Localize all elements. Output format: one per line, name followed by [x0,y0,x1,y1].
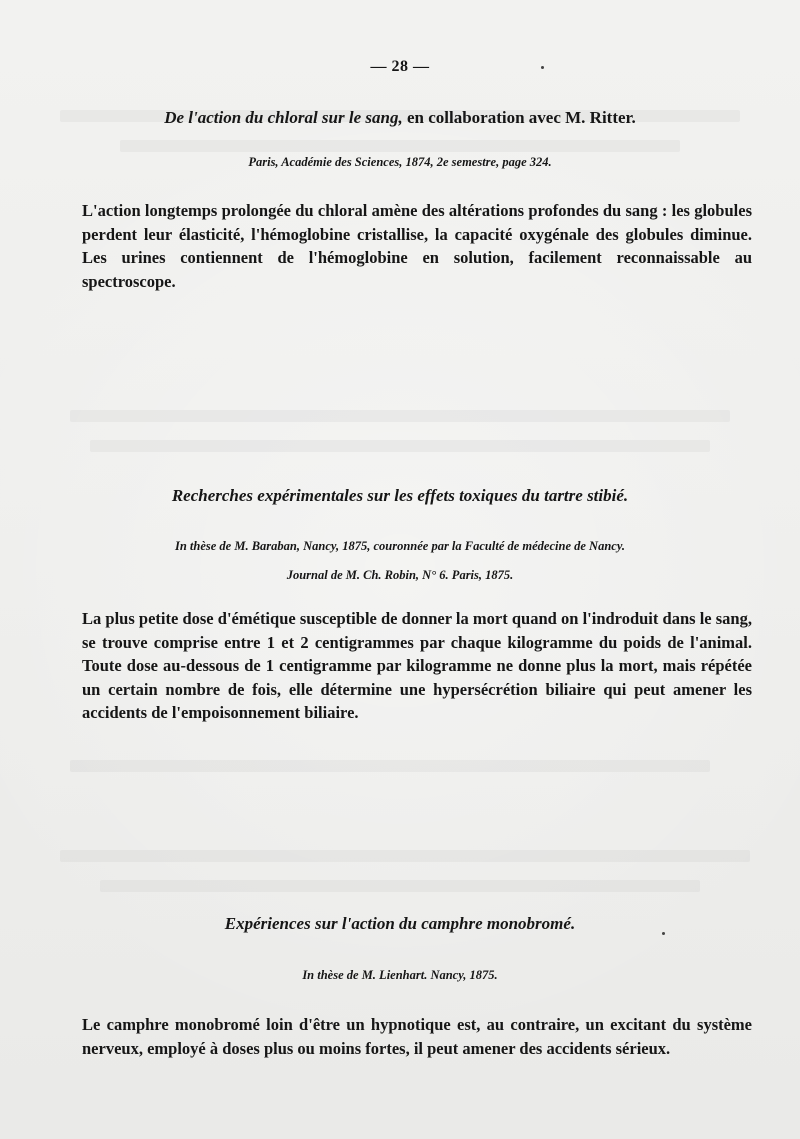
bleed-through-mark [70,760,710,772]
bleed-through-mark [100,880,700,892]
bleed-through-mark [120,140,680,152]
section-title [0,914,800,934]
bleed-through-mark [90,440,710,452]
section-body: La plus petite dose d'émétique susceptible de donner la mort quand on l'indroduit dans le sang, se trouve comprise entre 1 et 2 centigrammes par chaque kilogramme du poids de l'animal. Toute dose au-dessous de 1 centigramme par kilogramme ne donne plus la mort, mais répétée un certain nombre de fois, elle détermine une hypersécrétion biliaire qui peut amener les accidents de l'empoisonnement biliaire. [82,609,752,722]
section-title [0,108,800,128]
section-title-italic: Recherches expérimentales sur les effets toxiques du tartre stibié. [171,486,629,505]
section-title [0,486,800,506]
section-reference: Paris, Académie des Sciences, 1874, 2e semestre, page 324. [248,155,552,169]
bleed-through-mark [60,850,750,862]
section-title-italic: De l'action du chloral sur le sang, [164,108,403,127]
section-title-normal: en collaboration avec M. Ritter. [402,108,636,127]
page-number: — 28 — [370,58,430,75]
bleed-through-mark [70,410,730,422]
section-title-italic: Expériences sur l'action du camphre monobromé. [224,914,576,933]
section-reference: Journal de M. Ch. Robin, N° 6. Paris, 1875. [286,568,514,582]
section-body: Le camphre monobromé loin d'être un hypnotique est, au contraire, un excitant du système nerveux, employé à doses plus ou moins fortes, il peut amener des accidents sérieux. [82,1015,752,1058]
section-reference: In thèse de M. Baraban, Nancy, 1875, couronnée par la Faculté de médecine de Nancy. [174,539,626,553]
section-body: L'action longtemps prolongée du chloral amène des altérations profondes du sang : les globules perdent leur élasticité, l'hémoglobine cristallise, la capacité oxygénale des globules diminue. Les urines contiennent de l'hémoglobine en solution, facilement reconnaissable au spectroscope. [82,201,752,291]
section-reference: In thèse de M. Lienhart. Nancy, 1875. [302,968,498,982]
